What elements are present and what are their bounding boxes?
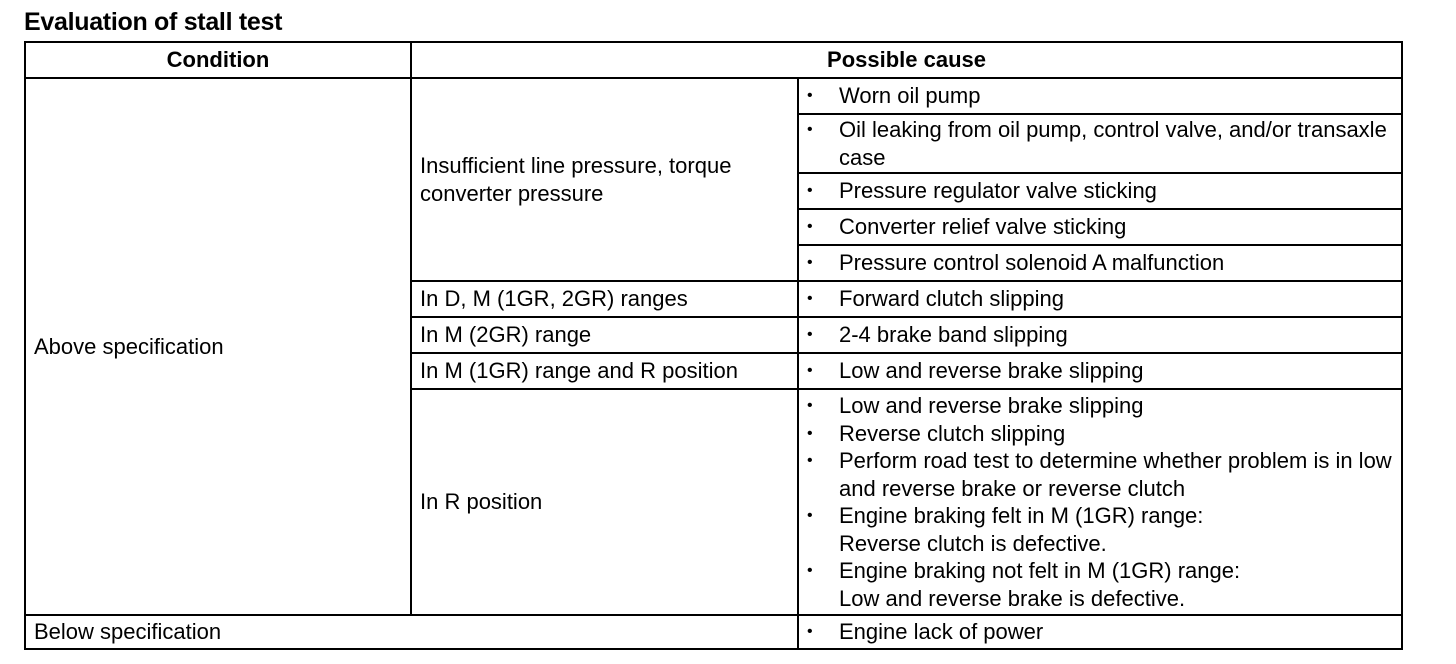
cause-line: Reverse clutch is defective. — [839, 530, 1107, 556]
bullet-icon: • — [807, 290, 813, 308]
cause-cell — [798, 389, 1402, 615]
cause-cell — [798, 353, 1402, 389]
bullet-icon: • — [807, 424, 813, 442]
table-row — [25, 615, 1402, 649]
cause-text: Forward clutch slipping — [839, 286, 1064, 312]
bullet-icon: • — [807, 623, 813, 641]
sub-condition-cell: Insufficient line pressure, torque converter pressure — [411, 78, 798, 281]
sub-condition-cell: In R position — [411, 389, 798, 615]
cause-text — [839, 557, 1393, 612]
condition-header: Condition — [25, 42, 411, 78]
cause-text: Reverse clutch slipping — [839, 420, 1066, 446]
bullet-icon: • — [807, 87, 813, 105]
cause-cell — [798, 615, 1402, 649]
table-row — [25, 78, 1402, 114]
below-specification-cell: Below specification — [25, 615, 798, 649]
sub-condition-cell: In M (1GR) range and R position — [411, 353, 798, 389]
cause-text: 2-4 brake band slipping — [839, 322, 1068, 348]
cause-cell — [798, 173, 1402, 209]
bullet-icon: • — [807, 121, 813, 138]
cause-text: Worn oil pump — [839, 83, 981, 109]
cause-text: Converter relief valve sticking — [839, 214, 1127, 240]
cause-cell — [798, 245, 1402, 281]
cause-text: Pressure regulator valve sticking — [839, 178, 1157, 204]
stall-test-table — [24, 41, 1403, 650]
cause-text: Low and reverse brake slipping — [839, 393, 1144, 418]
above-specification-cell: Above specification — [25, 78, 411, 615]
cause-text: Pressure control solenoid A malfunction — [839, 250, 1225, 276]
cause-cell — [798, 78, 1402, 114]
cause-cell — [798, 209, 1402, 245]
sub-condition-cell: In D, M (1GR, 2GR) ranges — [411, 281, 798, 317]
bullet-icon: • — [807, 182, 813, 200]
possible-cause-header: Possible cause — [411, 42, 1402, 78]
sub-condition-cell: In M (2GR) range — [411, 317, 798, 353]
cause-text — [839, 502, 1393, 557]
cause-cell — [798, 281, 1402, 317]
cause-cell — [798, 317, 1402, 353]
bullet-icon: • — [807, 218, 813, 236]
bullet-icon: • — [807, 562, 813, 579]
page-title: Evaluation of stall test — [24, 8, 283, 36]
cause-line: Engine braking not felt in M (1GR) range: — [839, 558, 1241, 583]
cause-line: Low and reverse brake is defective. — [839, 585, 1186, 611]
cause-text: Low and reverse brake slipping — [839, 358, 1144, 384]
cause-text: Oil leaking from oil pump, control valve, and/or transaxle case — [839, 117, 1387, 170]
cause-line: Engine braking felt in M (1GR) range: — [839, 503, 1204, 528]
bullet-icon: • — [807, 452, 813, 469]
header-row — [25, 42, 1402, 78]
bullet-icon: • — [807, 326, 813, 344]
bullet-icon: • — [807, 254, 813, 272]
bullet-icon: • — [807, 397, 813, 414]
cause-text: Perform road test to determine whether problem is in low and reverse brake or reverse clutch — [839, 448, 1392, 501]
cause-cell — [798, 114, 1402, 173]
bullet-icon: • — [807, 507, 813, 524]
bullet-icon: • — [807, 362, 813, 380]
cause-text: Engine lack of power — [839, 619, 1044, 645]
